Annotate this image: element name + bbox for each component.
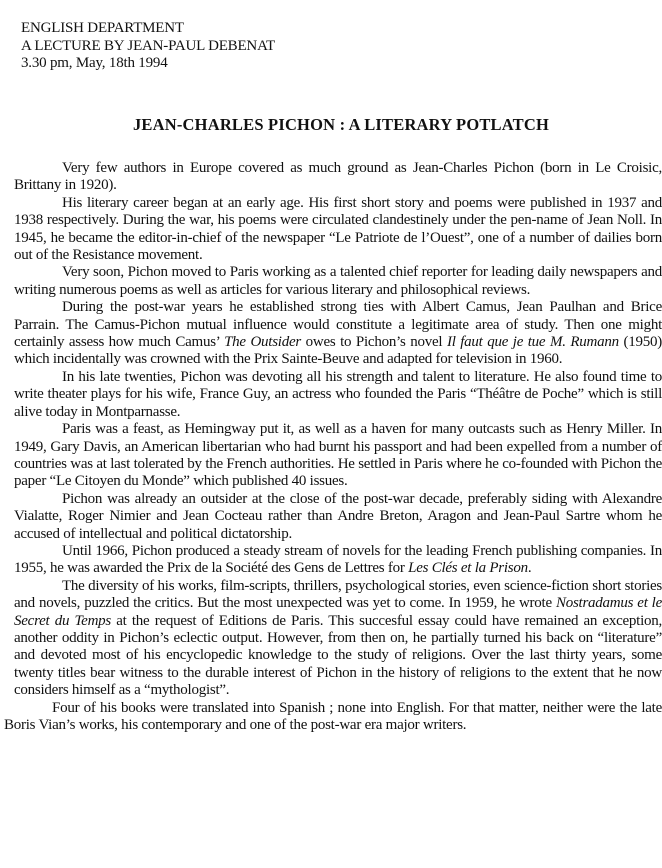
paragraph-8 (14, 543, 662, 578)
paragraph-4 (14, 299, 662, 369)
article-body (4, 160, 662, 734)
paragraph-9-text-a: The diversity of his works, film-scripts, thrillers, psychological stories, even science-fiction short stories and novels, puzzled the critics. But the most unexpected was yet to come. In 1959, he wrote (14, 577, 662, 612)
paragraph-7: Pichon was already an outsider at the close of the post-war decade, preferably siding with Alexandre Vialatte, Roger Nimier and Jean Cocteau rather than Andre Breton, Aragon and Jean-Paul Sartre whom he accused of intellectual and political dictatorship. (14, 490, 662, 542)
department-line: ENGLISH DEPARTMENT (21, 20, 184, 36)
paragraph-1: Very few authors in Europe covered as much ground as Jean-Charles Pichon (born in Le Croisic, Brittany in 1920). (14, 160, 662, 194)
paragraph-4-text-e: (1950) which incidentally was crowned with the Prix Sainte-Beuve and adapted for television in 1960. (14, 334, 662, 368)
book-title-il-faut: Il faut que je tue M. Rumann (446, 334, 619, 351)
paragraph-9-text-c: at the request of Editions de Paris. This succesful essay could have remained an exception, another oddity in Pichon’s eclectic output. However, from then on, he partially turned his back on “literature” and devoted most of his encyclopedic knowledge to the study of religions. Over the last thirty years, some twenty titles bear witness to the durable interest of Pichon in the history of religions to the extent that he now considers himself as a “mythologist”. (14, 612, 662, 699)
paragraph-4-text-c: owes to Pichon’s novel (300, 334, 447, 351)
paragraph-9 (14, 578, 662, 700)
lecturer-line: A LECTURE BY JEAN-PAUL DEBENAT (21, 37, 276, 54)
paragraph-8-text-a: Until 1966, Pichon produced a steady stream of novels for the leading French publishing companies. In 1955, he was awarded the Prix de la Société des Gens de Lettres for (14, 542, 662, 577)
book-title-les-cles: Les Clés et la Prison (408, 560, 528, 577)
paragraph-6: Paris was a feast, as Hemingway put it, as well as a haven for many outcasts such as Henry Miller. In 1949, Gary Davis, an American libertarian who had burnt his passport and had been expelled from a number of countries was at last tolerated by the French authorities. He settled in Paris where he co-founded with Pichon the paper “Le Citoyen du Monde” which published 40 issues. (14, 421, 662, 490)
document-title: JEAN-CHARLES PICHON : A LITERARY POTLATCH (132, 115, 550, 134)
date-line: 3.30 pm, May, 18th 1994 (21, 55, 168, 71)
lecture-header (21, 20, 275, 73)
paragraph-5: In his late twenties, Pichon was devoting all his strength and talent to literature. He also found time to write theater plays for his wife, France Guy, an actress who founded the Paris “Théâtre de Poche” which is still alive today in Montparnasse. (14, 368, 662, 420)
book-title-the-outsider: The Outsider (224, 334, 301, 351)
paragraph-4-text-a: During the post-war years he established strong ties with Albert Camus, Jean Paulhan and Brice Parrain. The Camus-Pichon mutual influence would constitute a legitimate area of study. Then one might certainly assess how much Camus’ (14, 299, 662, 351)
paragraph-8-text-c: . (527, 560, 532, 577)
paragraph-2: His literary career began at an early age. His first short story and poems were published in 1937 and 1938 respectively. During the war, his poems were circulated clandestinely under the pen-name of Jean Noll. In 1945, he became the editor-in-chief of the newspaper “Le Patriote de l’Ouest”, one of a number of dailies born out of the Resistance movement. (14, 194, 662, 264)
paragraph-3: Very soon, Pichon moved to Paris working as a talented chief reporter for leading daily newspapers and writing numerous poems as well as articles for various literary and philosophical reviews. (14, 264, 662, 298)
book-title-nostradamus: Nostradamus et le Secret du Temps (14, 595, 662, 629)
paragraph-10: Four of his books were translated into Spanish ; none into English. For that matter, neither were the late Boris Vian’s works, his contemporary and one of the post-war era major writers. (4, 699, 662, 733)
